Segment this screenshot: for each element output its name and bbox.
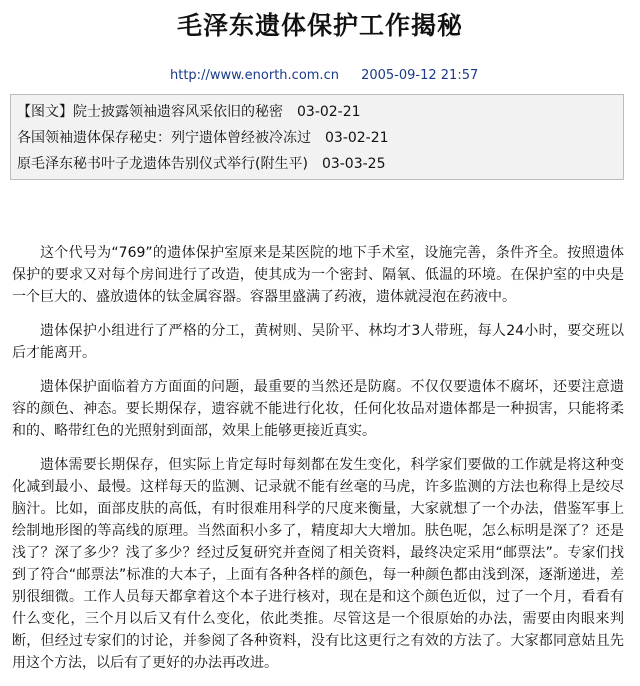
article-body [12,242,624,686]
related-article-date: 03-02-21 [325,130,389,146]
related-article-link[interactable]: 原毛泽东秘书叶子龙遗体告别仪式举行(附生平) [17,156,308,172]
article-paragraph: 这个代号为“769”的遗体保护室原来是某医院的地下手术室，设施完善，条件齐全。按照遗体保护的要求又对每个房间进行了改造，使其成为一个密封、隔氧、低温的环境。在保护室的中央是一个巨大的、盛放遗体的钛金属容器。容器里盛满了药液，遗体就浸泡在药液中。 [12,245,624,305]
article-paragraph: 遗体保护小组进行了严格的分工，黄树则、吴阶平、林均才3人带班，每人24小时，要交班以后才能离开。 [12,323,624,361]
publish-datetime: 2005-09-12 21:57 [361,68,479,83]
related-article-link[interactable]: 各国领袖遗体保存秘史：列宁遗体曾经被冷冻过 [17,130,311,146]
related-article-item[interactable] [17,99,617,125]
article-title: 毛泽东遗体保护工作揭秘 [176,11,463,40]
article-paragraph: 遗体保护面临着方方面面的问题，最重要的当然还是防腐。不仅仅要遗体不腐坏，还要注意遗容的颜色、神态。要长期保存，遗容就不能进行化妆，任何化妆品对遗体都是一种损害，只能将柔和的、略带红色的光照射到面部，效果上能够更接近真实。 [12,379,624,439]
source-link[interactable]: http://www.enorth.com.cn [170,68,339,83]
article-meta [170,68,478,83]
related-article-item[interactable] [17,151,617,177]
related-article-date: 03-03-25 [321,156,386,172]
related-article-link[interactable]: 【图文】院士披露领袖遗容风采依旧的秘密 [17,104,283,120]
related-article-item[interactable] [17,125,617,151]
related-articles-box [10,94,624,180]
article-paragraph: 遗体需要长期保存，但实际上肯定每时每刻都在发生变化，科学家们要做的工作就是将这种变化减到最小、最慢。这样每天的监测、记录就不能有丝毫的马虎，许多监测的方法也称得上是绞尽脑汁。比如，面部皮肤的高低，有时很难用科学的尺度来衡量，大家就想了一个办法，借鉴军事上绘制地形图的等高线的原理。当然面积小多了，精度却大大增加。肤色呢，怎么标明是深了？还是浅了？深了多少？浅了多少？经过反复研究并查阅了相关资料，最终决定采用“邮票法”。专家们找到了符合“邮票法”标准的大本子，上面有各种各样的颜色，每一种颜色都由浅到深，逐渐递进，差别很细微。工作人员每天都拿着这个本子进行核对，现在是和这个颜色近似，过了一个月，看看有什么变化，三个月以后又有什么变化，依此类推。尽管这是一个很原始的办法，需要由肉眼来判断，但经过专家们的讨论，并参阅了各种资料，没有比这更行之有效的方法了。大家都同意姑且先用这个方法，以后有了更好的办法再改进。 [12,457,624,671]
related-article-date: 03-02-21 [297,104,361,120]
